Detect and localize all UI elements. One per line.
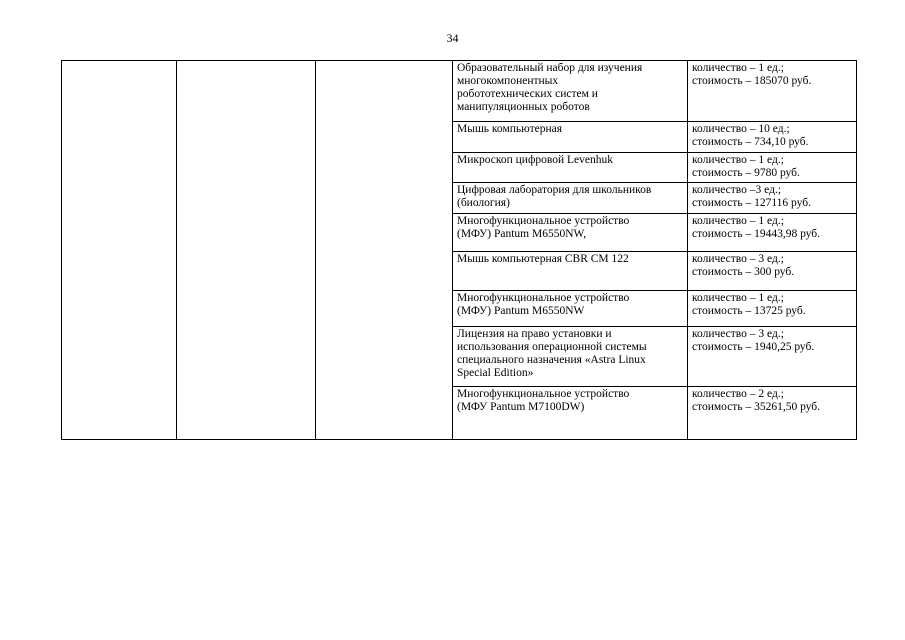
item-name-line: Цифровая лаборатория для школьников [457, 184, 652, 196]
item-value-line: количество – 10 ед.; [692, 123, 790, 135]
table-row [62, 61, 857, 122]
item-name-cell [453, 61, 688, 122]
item-name-cell [453, 122, 688, 153]
item-value-line: количество –3 ед.; [692, 184, 782, 196]
item-value-line: стоимость – 9780 руб. [692, 167, 800, 179]
item-name-line: Мышь компьютерная CBR CM 122 [457, 253, 629, 265]
item-quantity-cost-cell [688, 291, 857, 327]
item-name-cell [453, 327, 688, 387]
item-value-line: стоимость – 13725 руб. [692, 305, 806, 317]
item-name-cell [453, 252, 688, 291]
item-value-line: количество – 1 ед.; [692, 62, 784, 74]
item-value-line: стоимость – 19443,98 руб. [692, 228, 820, 240]
item-name-cell [453, 387, 688, 440]
item-name-line: (МФУ) Pantum M6550NW, [457, 228, 587, 240]
item-name-line: (МФУ Pantum M7100DW) [457, 401, 585, 413]
item-name-line: многокомпонентных [457, 75, 559, 87]
item-name-line: специального назначения «Astra Linux [457, 354, 646, 366]
item-quantity-cost-cell [688, 153, 857, 183]
item-value-line: количество – 3 ед.; [692, 253, 784, 265]
empty-column-cell [62, 61, 177, 440]
item-name-line: манипуляционных роботов [457, 101, 590, 113]
item-name-line: (МФУ) Pantum M6550NW [457, 305, 585, 317]
item-value-line: стоимость – 35261,50 руб. [692, 401, 820, 413]
item-name-line: (биология) [457, 197, 510, 209]
item-name-line: Многофункциональное устройство [457, 292, 630, 304]
item-name-line: Special Edition» [457, 367, 534, 379]
item-quantity-cost-cell [688, 327, 857, 387]
item-value-line: стоимость – 185070 руб. [692, 75, 812, 87]
item-name-line: Образовательный набор для изучения [457, 62, 643, 74]
item-value-line: количество – 1 ед.; [692, 215, 784, 227]
item-value-line: количество – 1 ед.; [692, 154, 784, 166]
item-quantity-cost-cell [688, 252, 857, 291]
item-value-line: количество – 3 ед.; [692, 328, 784, 340]
page-number: 34 [446, 31, 459, 45]
equipment-table [61, 60, 857, 440]
item-quantity-cost-cell [688, 183, 857, 214]
table-body [62, 61, 857, 440]
item-quantity-cost-cell [688, 61, 857, 122]
item-value-line: стоимость – 127116 руб. [692, 197, 811, 209]
item-quantity-cost-cell [688, 214, 857, 252]
item-name-line: Мышь компьютерная [457, 123, 563, 135]
item-value-line: количество – 2 ед.; [692, 388, 784, 400]
empty-column-cell [316, 61, 453, 440]
item-quantity-cost-cell [688, 387, 857, 440]
item-name-line: использования операционной системы [457, 341, 647, 353]
item-name-line: Лицензия на право установки и [457, 328, 612, 340]
item-value-line: стоимость – 1940,25 руб. [692, 341, 815, 353]
item-value-line: стоимость – 300 руб. [692, 266, 795, 278]
empty-column-cell [177, 61, 316, 440]
item-name-cell [453, 291, 688, 327]
item-quantity-cost-cell [688, 122, 857, 153]
item-name-cell [453, 153, 688, 183]
item-name-line: робототехнических систем и [457, 88, 598, 100]
item-name-line: Многофункциональное устройство [457, 388, 630, 400]
item-name-line: Микроскоп цифровой Levenhuk [457, 154, 614, 166]
item-value-line: стоимость – 734,10 руб. [692, 136, 809, 148]
item-name-cell [453, 214, 688, 252]
item-value-line: количество – 1 ед.; [692, 292, 784, 304]
item-name-cell [453, 183, 688, 214]
item-name-line: Многофункциональное устройство [457, 215, 630, 227]
